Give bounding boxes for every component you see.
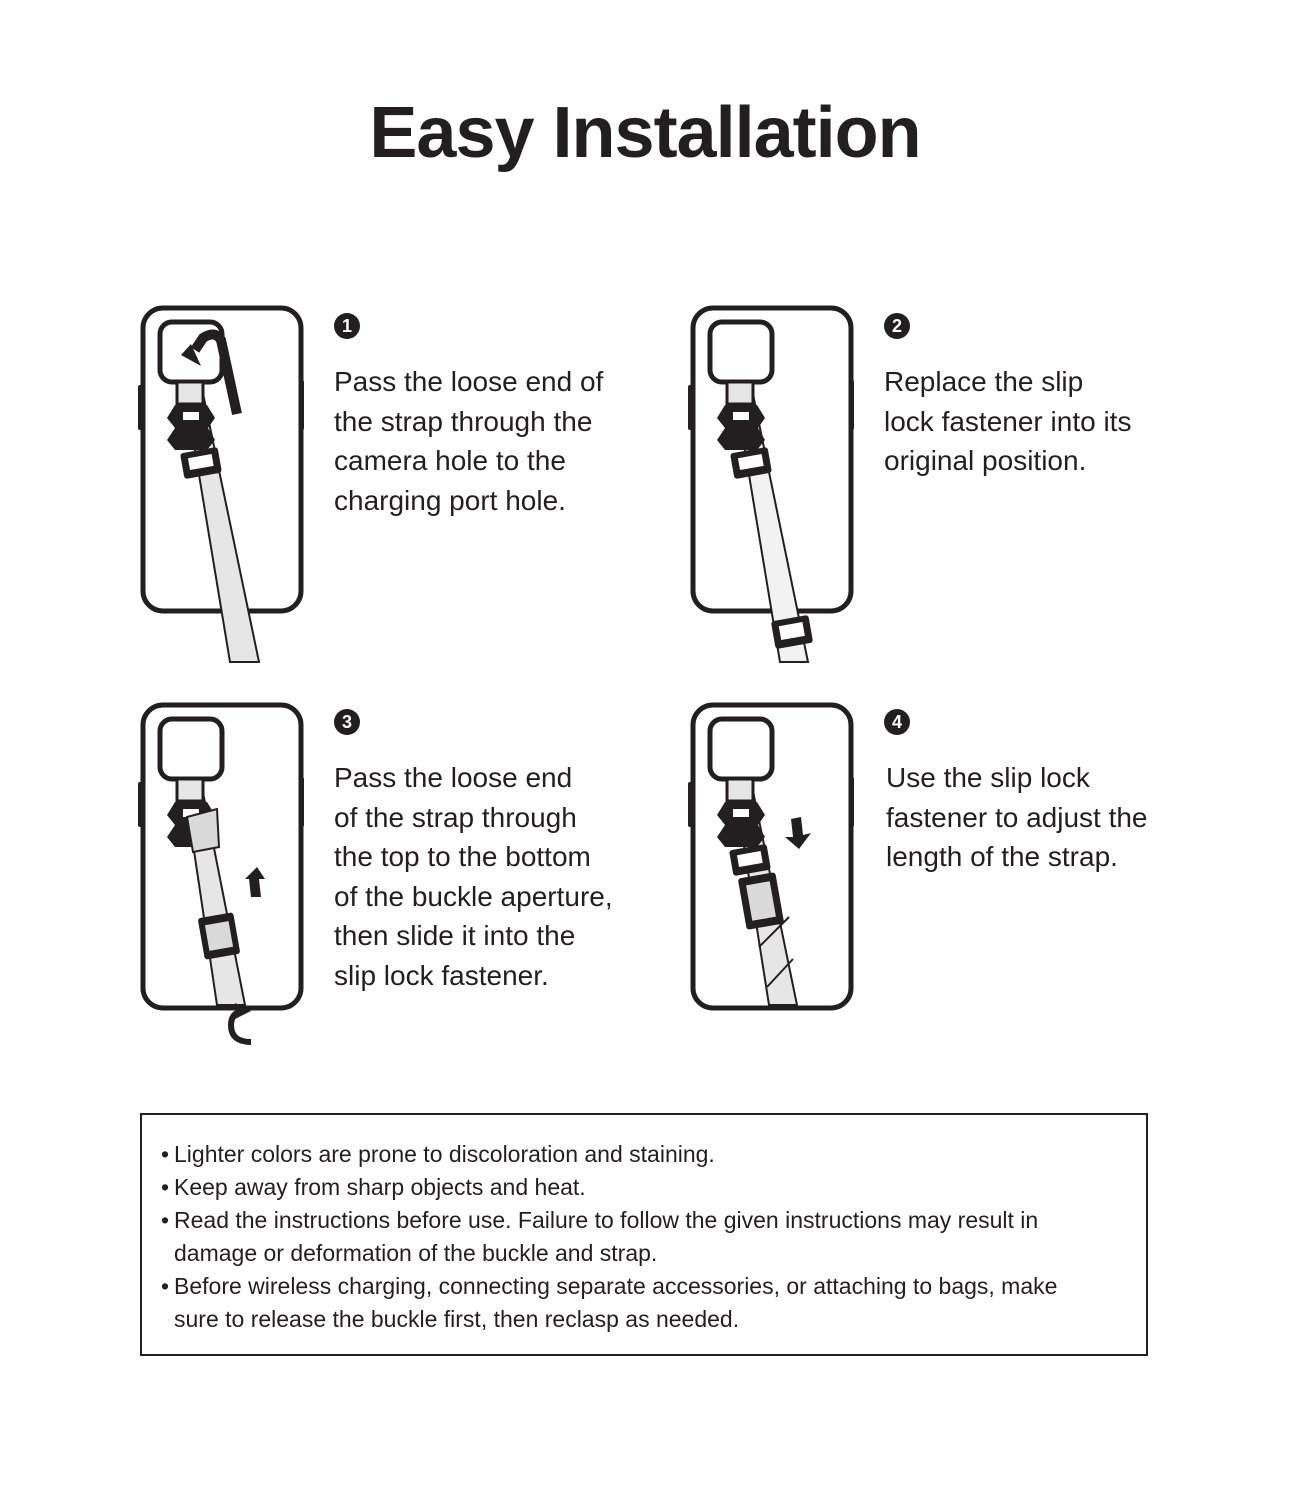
cautions-box: [140, 1113, 1148, 1356]
step-3-number: 3: [334, 709, 360, 735]
strap-loop: [187, 809, 219, 852]
cautions-list: [142, 1115, 1146, 1336]
caution-item: • Lighter colors are prone to discoloration and staining.: [161, 1138, 1104, 1171]
camera-hole: [710, 719, 772, 779]
caution-item: • Keep away from sharp objects and heat.: [161, 1171, 1104, 1204]
buckle-top: [177, 382, 203, 404]
step-1-text: Pass the loose end of the strap through the camera hole to the charging port hole.: [334, 366, 604, 516]
step-2-text: Replace the slip lock fastener into its original position.: [884, 366, 1132, 476]
phone-strap-buckle-icon: [135, 697, 315, 1067]
page-title: Easy Installation: [369, 93, 921, 173]
buckle-slot: [183, 412, 199, 420]
phone-strap-adjust-icon: [685, 697, 865, 1067]
phone-strap-threading-icon: [135, 300, 315, 670]
step-2-number: 2: [884, 313, 910, 339]
step-4-text: Use the slip lock fastener to adjust the length of the strap.: [886, 762, 1148, 872]
step-1-number: 1: [334, 313, 360, 339]
caution-item: • Before wireless charging, connecting separate accessories, or attaching to bags, make sure to release the buckle first, then reclasp as needed.: [161, 1270, 1104, 1336]
phone-strap-fastener-icon: [685, 300, 865, 670]
camera-hole: [160, 719, 222, 779]
step-3-text: Pass the loose end of the strap through the top to the bottom of the buckle aperture, then slide it into the slip lock fastener.: [334, 762, 613, 991]
camera-hole: [710, 322, 772, 382]
caution-item: • Read the instructions before use. Failure to follow the given instructions may result in damage or deformation of the buckle and strap.: [161, 1204, 1104, 1270]
step-4-number: 4: [884, 709, 910, 735]
